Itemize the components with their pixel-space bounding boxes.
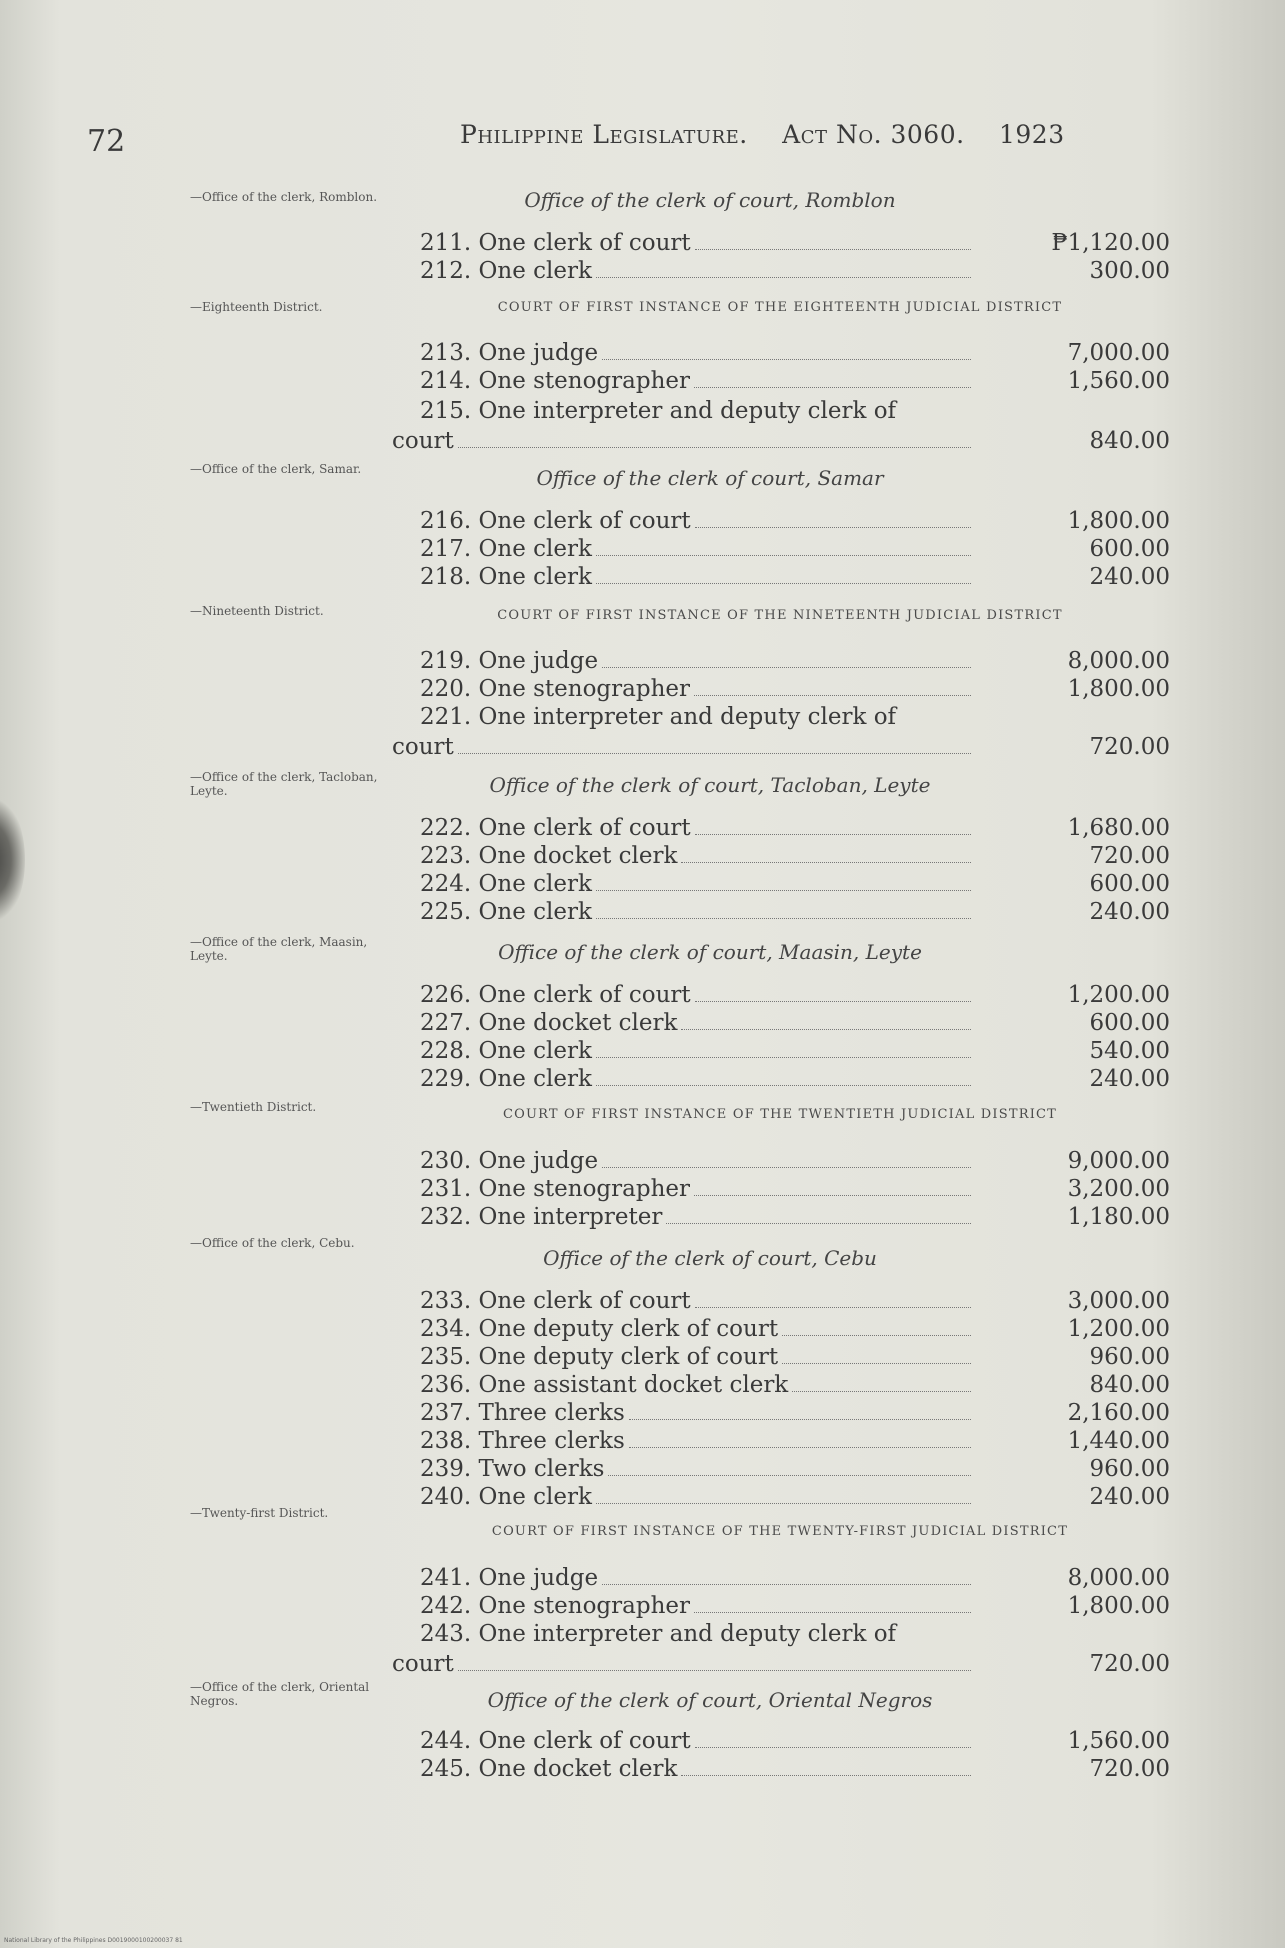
line-item-amount: 8,000.00: [1067, 1565, 1170, 1591]
line-item-amount: 720.00: [1089, 734, 1170, 760]
line-item-label: 214. One stenographer: [420, 368, 691, 394]
running-head-year: 1923: [999, 120, 1065, 149]
section-heading: Office of the clerk of court, Romblon: [524, 188, 896, 212]
margin-note: —Eighteenth District.: [190, 300, 323, 314]
margin-note: —Office of the clerk, Cebu.: [190, 1236, 355, 1250]
line-item: [420, 1288, 975, 1316]
dot-leader: [596, 554, 971, 556]
running-head-act: Act No. 3060.: [782, 120, 965, 149]
dot-leader: [596, 1084, 971, 1086]
dot-leader: [782, 1334, 971, 1336]
dot-leader: [694, 694, 971, 696]
line-item-label: 224. One clerk: [420, 871, 592, 897]
dot-leader: [695, 1000, 971, 1002]
line-item-amount: 1,180.00: [1067, 1204, 1170, 1230]
line-item-label: 232. One interpreter: [420, 1204, 663, 1230]
dot-leader: [695, 1746, 971, 1748]
line-item-label: 219. One judge: [420, 648, 599, 674]
line-item-label: 238. Three clerks: [420, 1428, 625, 1454]
margin-note: —Office of the clerk, Oriental Negros.: [190, 1680, 370, 1708]
line-item: [420, 368, 975, 396]
line-item: [420, 230, 975, 258]
line-item-label: 217. One clerk: [420, 536, 592, 562]
dot-leader: [694, 1611, 971, 1613]
line-item-label: 220. One stenographer: [420, 676, 691, 702]
line-item-amount: 1,800.00: [1067, 1593, 1170, 1619]
line-item: [420, 1565, 975, 1593]
line-item-label: 222. One clerk of court: [420, 815, 691, 841]
line-item-label: 211. One clerk of court: [420, 230, 691, 256]
scan-footer: National Library of the Philippines D0019000100200037 81: [4, 1937, 183, 1944]
line-item: [420, 1428, 975, 1456]
line-item-amount: 960.00: [1089, 1344, 1170, 1370]
line-item-label: 225. One clerk: [420, 899, 592, 925]
section-heading: COURT OF FIRST INSTANCE OF THE EIGHTEENTH JUDICIAL DISTRICT: [497, 300, 1063, 315]
margin-note: —Twenty-first District.: [190, 1506, 329, 1520]
dot-leader: [602, 358, 971, 360]
line-item-amount: 240.00: [1089, 564, 1170, 590]
section-heading: Office of the clerk of court, Oriental Negros: [487, 1688, 933, 1712]
section-heading: COURT OF FIRST INSTANCE OF THE TWENTY-FIRST JUDICIAL DISTRICT: [491, 1524, 1069, 1539]
line-item-label: 227. One docket clerk: [420, 1010, 678, 1036]
running-head: [460, 120, 1091, 149]
dot-leader: [666, 1222, 971, 1224]
line-item-amount: 720.00: [1089, 1756, 1170, 1782]
line-item-label: 213. One judge: [420, 340, 599, 366]
dot-leader: [596, 276, 971, 278]
line-item-label: 240. One clerk: [420, 1484, 592, 1510]
line-item-amount: 960.00: [1089, 1456, 1170, 1482]
line-item-continuation: [392, 428, 975, 456]
section-heading: Office of the clerk of court, Cebu: [543, 1246, 877, 1270]
line-item-amount: 1,560.00: [1067, 1728, 1170, 1754]
dot-leader: [695, 833, 971, 835]
line-item-label: 228. One clerk: [420, 1038, 592, 1064]
dot-leader: [458, 446, 971, 448]
line-item: [420, 704, 975, 732]
line-item-label: 234. One deputy clerk of court: [420, 1316, 779, 1342]
line-item-amount: 600.00: [1089, 536, 1170, 562]
dot-leader: [608, 1474, 971, 1476]
line-item: [420, 1038, 975, 1066]
line-item: [420, 564, 975, 592]
dot-leader: [792, 1390, 971, 1392]
line-item-amount: 3,000.00: [1067, 1288, 1170, 1314]
line-item-label: 241. One judge: [420, 1565, 599, 1591]
line-item: [420, 398, 975, 426]
section-heading: Office of the clerk of court, Tacloban, Leyte: [489, 773, 931, 797]
dot-leader: [694, 1194, 971, 1196]
dot-leader: [695, 1306, 971, 1308]
dot-leader: [458, 752, 971, 754]
line-item-amount: 600.00: [1089, 871, 1170, 897]
line-item: [420, 1066, 975, 1094]
line-item: [420, 536, 975, 564]
dot-leader: [629, 1446, 971, 1448]
line-item: [420, 1484, 975, 1512]
margin-note: —Office of the clerk, Romblon.: [190, 190, 378, 204]
dot-leader: [629, 1418, 971, 1420]
line-item-amount: 1,560.00: [1067, 368, 1170, 394]
line-item-continuation: [392, 734, 975, 762]
line-item-label: 229. One clerk: [420, 1066, 592, 1092]
margin-note: —Office of the clerk, Tacloban, Leyte.: [190, 770, 378, 798]
line-item-label: 221. One interpreter and deputy clerk of: [420, 704, 897, 730]
line-item-label: 215. One interpreter and deputy clerk of: [420, 398, 897, 424]
line-item-label: 235. One deputy clerk of court: [420, 1344, 779, 1370]
line-item-label: 212. One clerk: [420, 258, 592, 284]
line-item-amount: 2,160.00: [1067, 1400, 1170, 1426]
dot-leader: [681, 1028, 971, 1030]
line-item-label: 242. One stenographer: [420, 1593, 691, 1619]
line-item-amount: 240.00: [1089, 1484, 1170, 1510]
dot-leader: [602, 1583, 971, 1585]
line-item-amount: 1,200.00: [1067, 1316, 1170, 1342]
dot-leader: [596, 1056, 971, 1058]
dot-leader: [681, 861, 971, 863]
page-number: 72: [87, 124, 126, 159]
line-item-amount: 1,200.00: [1067, 982, 1170, 1008]
line-item-amount: 1,800.00: [1067, 676, 1170, 702]
line-item: [420, 1728, 975, 1756]
line-item: [420, 648, 975, 676]
line-item-continuation-label: court: [392, 1651, 454, 1677]
line-item: [420, 508, 975, 536]
dot-leader: [681, 1774, 971, 1776]
dot-leader: [596, 917, 971, 919]
line-item-amount: 240.00: [1089, 1066, 1170, 1092]
line-item-amount: 7,000.00: [1067, 340, 1170, 366]
margin-note: —Office of the clerk, Samar.: [190, 462, 362, 476]
line-item-label: 233. One clerk of court: [420, 1288, 691, 1314]
line-item-label: 223. One docket clerk: [420, 843, 678, 869]
section-heading: COURT OF FIRST INSTANCE OF THE NINETEENTH JUDICIAL DISTRICT: [497, 608, 1063, 623]
dot-leader: [458, 1669, 971, 1671]
dot-leader: [695, 248, 971, 250]
line-item: [420, 1204, 975, 1232]
line-item-label: 230. One judge: [420, 1148, 599, 1174]
section-heading: COURT OF FIRST INSTANCE OF THE TWENTIETH JUDICIAL DISTRICT: [502, 1107, 1058, 1122]
line-item-label: 226. One clerk of court: [420, 982, 691, 1008]
line-item: [420, 1456, 975, 1484]
line-item: [420, 1756, 975, 1784]
line-item: [420, 1372, 975, 1400]
line-item: [420, 1010, 975, 1038]
line-item-label: 231. One stenographer: [420, 1176, 691, 1202]
line-item-continuation-label: court: [392, 428, 454, 454]
line-item: [420, 1176, 975, 1204]
line-item-amount: 720.00: [1089, 843, 1170, 869]
dot-leader: [694, 386, 971, 388]
line-item-amount: 840.00: [1089, 428, 1170, 454]
line-item-continuation: [392, 1651, 975, 1679]
line-item: [420, 871, 975, 899]
line-item-continuation-label: court: [392, 734, 454, 760]
dot-leader: [602, 666, 971, 668]
line-item-amount: 600.00: [1089, 1010, 1170, 1036]
section-heading: Office of the clerk of court, Maasin, Leyte: [498, 940, 922, 964]
line-item-amount: 3,200.00: [1067, 1176, 1170, 1202]
margin-note: —Nineteenth District.: [190, 604, 324, 618]
line-item-label: 245. One docket clerk: [420, 1756, 678, 1782]
line-item-label: 237. Three clerks: [420, 1400, 625, 1426]
line-item: [420, 1316, 975, 1344]
dot-leader: [596, 582, 971, 584]
line-item-label: 239. Two clerks: [420, 1456, 605, 1482]
line-item-label: 236. One assistant docket clerk: [420, 1372, 789, 1398]
dot-leader: [596, 889, 971, 891]
dot-leader: [782, 1362, 971, 1364]
margin-note: —Twentieth District.: [190, 1100, 317, 1114]
line-item-label: 243. One interpreter and deputy clerk of: [420, 1621, 897, 1647]
dot-leader: [596, 1502, 971, 1504]
line-item: [420, 676, 975, 704]
running-head-publisher: Philippine Legislature.: [460, 120, 748, 149]
line-item: [420, 843, 975, 871]
line-item-amount: ₱1,120.00: [1051, 230, 1170, 256]
line-item: [420, 982, 975, 1010]
line-item: [420, 1621, 975, 1649]
line-item-label: 218. One clerk: [420, 564, 592, 590]
margin-note: —Office of the clerk, Maasin, Leyte.: [190, 935, 368, 963]
line-item-amount: 9,000.00: [1067, 1148, 1170, 1174]
line-item: [420, 340, 975, 368]
line-item-amount: 1,440.00: [1067, 1428, 1170, 1454]
dot-leader: [695, 526, 971, 528]
line-item-amount: 840.00: [1089, 1372, 1170, 1398]
line-item: [420, 899, 975, 927]
line-item-amount: 1,680.00: [1067, 815, 1170, 841]
line-item-amount: 1,800.00: [1067, 508, 1170, 534]
line-item: [420, 1148, 975, 1176]
line-item-amount: 540.00: [1089, 1038, 1170, 1064]
line-item: [420, 1344, 975, 1372]
section-heading: Office of the clerk of court, Samar: [536, 466, 884, 490]
line-item-label: 244. One clerk of court: [420, 1728, 691, 1754]
line-item-amount: 8,000.00: [1067, 648, 1170, 674]
line-item-amount: 720.00: [1089, 1651, 1170, 1677]
line-item-amount: 240.00: [1089, 899, 1170, 925]
line-item: [420, 1400, 975, 1428]
dot-leader: [602, 1166, 971, 1168]
line-item-amount: 300.00: [1089, 258, 1170, 284]
line-item: [420, 1593, 975, 1621]
line-item: [420, 815, 975, 843]
line-item-label: 216. One clerk of court: [420, 508, 691, 534]
line-item: [420, 258, 975, 286]
